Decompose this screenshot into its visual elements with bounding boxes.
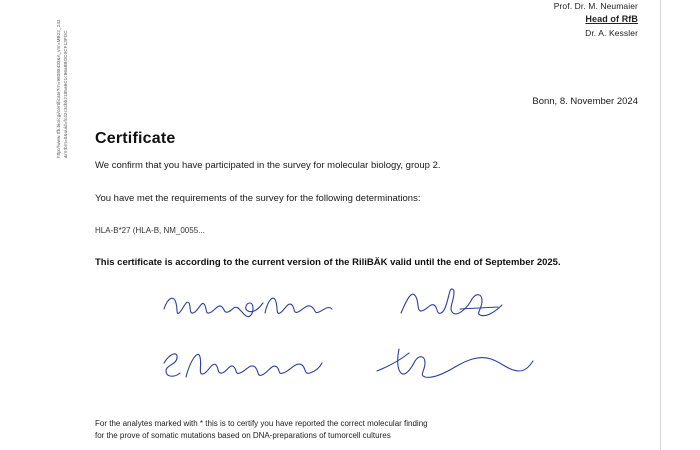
certificate-body [95,130,640,269]
footnote-line-1: For the analytes marked with * this is to certify you have reported the correct molecular finding [95,419,428,428]
page-gutter [660,0,700,450]
header-line-head-of-rfb: Head of RfB [585,14,638,25]
header-line-doctor: Dr. A. Kessler [585,28,638,39]
verification-url-line-2: &rnrbrn=0&uuid=fc42c3cbb2185a6C1c86a8BOC0CF13FDC [62,30,68,158]
requirements-paragraph: You have met the requirements of the survey for the following determinations: [95,192,421,204]
footnote [95,418,615,442]
signature-top-right [398,285,508,323]
verification-url-line-1: http://www.rfb.bio/cgi/certificate?rn=98088433&n_vnr=MB22_242 [56,19,61,158]
signature-area [150,285,570,400]
analyte-list: HLA-B*27 (HLA-B, NM_0055... [95,225,205,235]
signature-bottom-left [160,347,325,383]
intro-paragraph: We confirm that you have participated in the survey for molecular biology, group 2. [95,160,441,171]
page-title: Certificate [95,130,176,147]
header-line-professor: Prof. Dr. M. Neumaier [553,1,638,11]
signature-bottom-right [375,347,535,381]
signature-top-left [162,289,342,323]
document-header [554,0,638,40]
validity-statement: This certificate is according to the current version of the RiliBÄK valid until the end of September 2025. [95,256,561,268]
footnote-line-2: for the prove of somatic mutations based on DNA-preparations of tumorcell cultures [95,431,391,440]
place-date: Bonn, 8. November 2024 [532,96,638,107]
verification-url [56,0,70,158]
